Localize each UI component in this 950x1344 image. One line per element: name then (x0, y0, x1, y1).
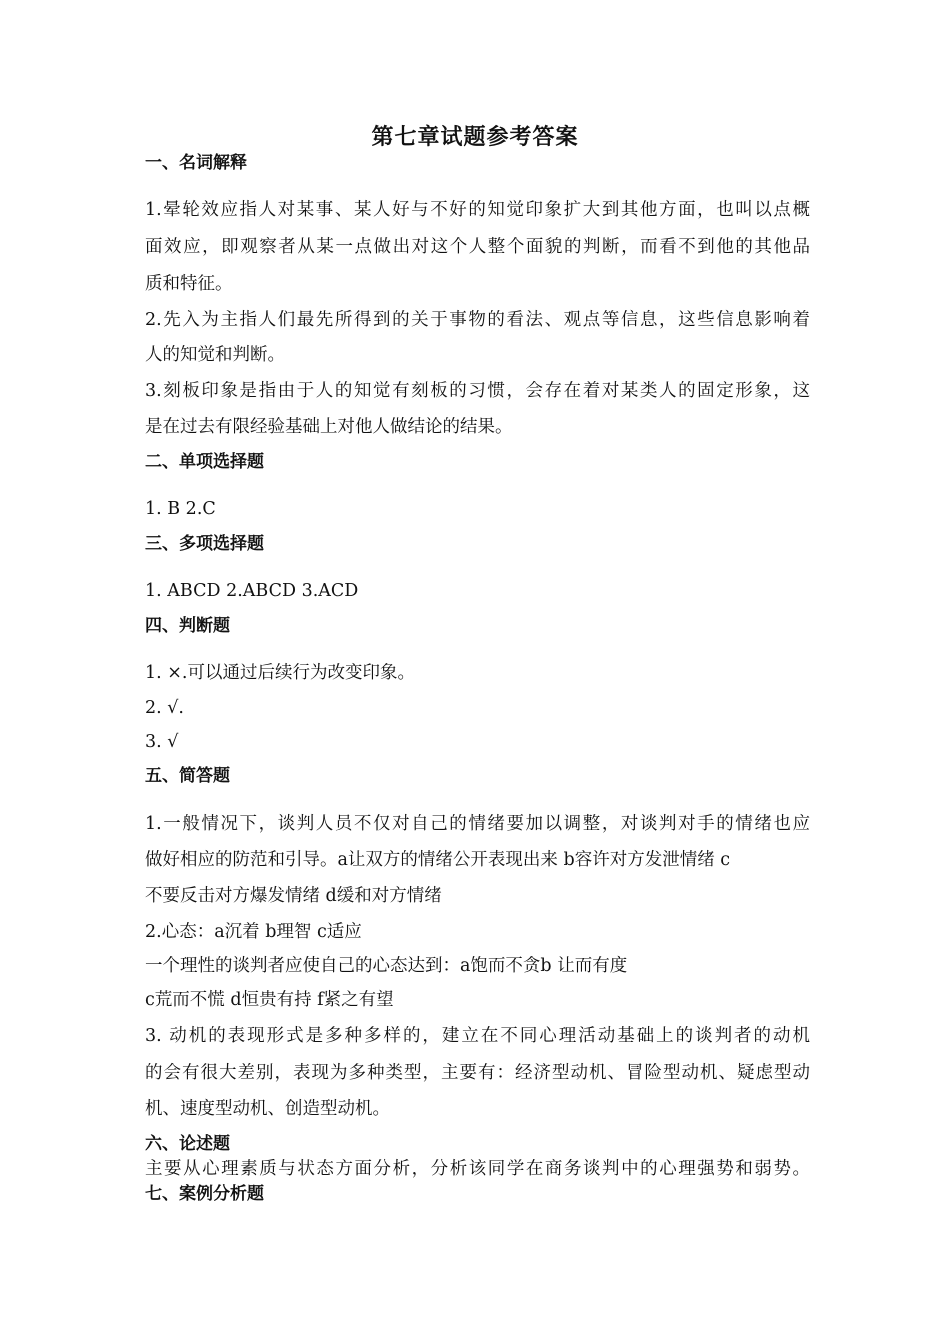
answer-line: 2. √. (145, 698, 184, 718)
section-heading-short-answer: 五、简答题 (145, 766, 230, 786)
paragraph-line: 面效应，即观察者从某一点做出对这个人整个面貌的判断，而看不到他的其他品 (145, 237, 810, 257)
paragraph-line: 的会有很大差别，表现为多种类型，主要有：经济型动机、冒险型动机、疑虑型动 (145, 1063, 810, 1083)
paragraph-line: 2.心态：a沉着 b理智 c适应 (145, 922, 362, 942)
paragraph-line: 1.晕轮效应指人对某事、某人好与不好的知觉印象扩大到其他方面，也叫以点概 (145, 200, 810, 220)
paragraph-line: 是在过去有限经验基础上对他人做结论的结果。 (145, 417, 513, 437)
document-title: 第七章试题参考答案 (371, 125, 579, 150)
section-heading-single-choice: 二、单项选择题 (145, 452, 264, 472)
section-heading-glossary: 一、名词解释 (145, 153, 247, 173)
paragraph-line: 3.刻板印象是指由于人的知觉有刻板的习惯，会存在着对某类人的固定形象，这 (145, 381, 810, 401)
paragraph-line: 不要反击对方爆发情绪 d缓和对方情绪 (145, 886, 442, 906)
paragraph-line: 3. 动机的表现形式是多种多样的，建立在不同心理活动基础上的谈判者的动机 (145, 1026, 810, 1046)
section-heading-multiple-choice: 三、多项选择题 (145, 534, 264, 554)
section-heading-case-analysis: 七、案例分析题 (145, 1184, 264, 1204)
answer-line: 1. B 2.C (145, 499, 216, 519)
answer-line: 1. ×.可以通过后续行为改变印象。 (145, 663, 415, 683)
paragraph-line: 质和特征。 (145, 274, 233, 294)
paragraph-line: 主要从心理素质与状态方面分析，分析该同学在商务谈判中的心理强势和弱势。 (145, 1159, 810, 1179)
answer-line: 1. ABCD 2.ABCD 3.ACD (145, 581, 359, 601)
answer-line: 3. √ (145, 732, 179, 752)
paragraph-line: 1.一般情况下，谈判人员不仅对自己的情绪要加以调整，对谈判对手的情绪也应 (145, 814, 810, 834)
paragraph-line: 人的知觉和判断。 (145, 345, 285, 365)
paragraph-line: 2.先入为主指人们最先所得到的关于事物的看法、观点等信息，这些信息影响着 (145, 310, 810, 330)
paragraph-line: 机、速度型动机、创造型动机。 (145, 1099, 390, 1119)
paragraph-line: c荒而不慌 d恒贵有持 f紧之有望 (145, 990, 394, 1010)
paragraph-line: 做好相应的防范和引导。a让双方的情绪公开表现出来 b容许对方发泄情绪 c (145, 850, 731, 870)
section-heading-essay: 六、论述题 (145, 1134, 230, 1154)
section-heading-true-false: 四、判断题 (145, 616, 230, 636)
paragraph-line: 一个理性的谈判者应使自己的心态达到：a饱而不贪b 让而有度 (145, 956, 628, 976)
